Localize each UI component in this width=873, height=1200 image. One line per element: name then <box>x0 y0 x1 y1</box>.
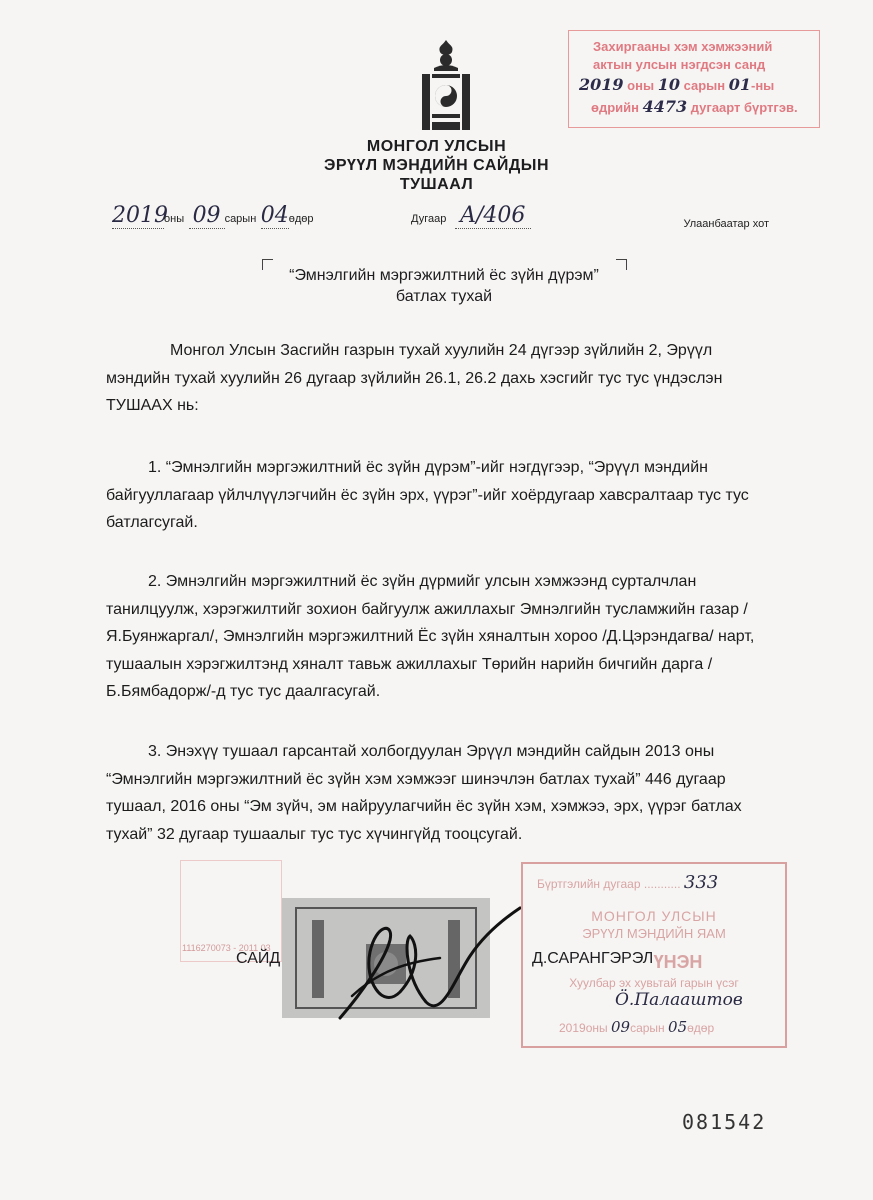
copy-number-label: Бүртгэлийн дугаар ........... <box>537 877 681 891</box>
registration-month: 10 <box>657 75 680 94</box>
date-year-label: оны <box>164 213 185 225</box>
registration-day: 01 <box>728 75 751 94</box>
copy-month-label: сарын <box>630 1021 665 1035</box>
copy-stamp-line3: ҮНЭН <box>653 952 703 972</box>
preamble-paragraph: Монгол Улсын Засгийн газрын тухай хуулийн 24 дүгээр зүйлийн 2, Эрүүл мэндийн тухай хуулийн 26 дугаар зүйлийн 26.1, 26.2 дахь хэсгийг тус тус үндэслэн ТУШААХ нь: <box>106 342 723 414</box>
registration-stamp-line2: актын улсын нэгдсэн санд <box>593 57 766 72</box>
copy-date-line <box>559 1018 714 1036</box>
copy-number-line <box>537 872 718 893</box>
header-doc-type: ТУШААЛ <box>399 176 474 193</box>
signatory-name: Д.САРАНГЭРЭЛ <box>532 950 654 967</box>
certified-copy-stamp <box>521 862 787 1048</box>
date-year: 2019 <box>112 203 168 228</box>
copy-stamp-line4: Хуулбар эх хувьтай гарын үсэг <box>569 976 739 990</box>
order-number-label: Дугаар <box>411 213 447 225</box>
faded-seal-number: 1116270073 - 2011 03 <box>182 943 271 953</box>
title-line2: батлах тухай <box>395 288 493 305</box>
copy-number: 333 <box>683 872 719 893</box>
registration-year: 2019 <box>579 75 624 94</box>
copy-day: 05 <box>668 1018 688 1036</box>
registration-prefix: өдрийн <box>591 100 639 115</box>
soyombo-emblem-icon <box>418 38 474 134</box>
header-country: МОНГОЛ УЛСЫН <box>366 138 507 155</box>
registration-stamp <box>568 30 820 128</box>
registration-suffix: дугаарт бүртгэв. <box>690 100 798 115</box>
copy-stamp-line1: МОНГОЛ УЛСЫН <box>591 908 717 924</box>
item-1-paragraph: 1. “Эмнэлгийн мэргэжилтний ёс зүйн дүрэм”-ийг нэгдүгээр, “Эрүүл мэндийн байгууллагаар үйлчлүүлэгчийн ёс зүйн эрх, үүрэг”-ийг хоёрдугаар хавсралтаар тус тус батлагсугай. <box>106 459 749 531</box>
date-month-label: сарын <box>224 213 257 225</box>
place: Улаанбаатар хот <box>683 218 769 230</box>
date-line <box>112 203 314 229</box>
copy-month: 09 <box>610 1018 631 1036</box>
item-3-paragraph: 3. Энэхүү тушаал гарсантай холбогдуулан Эрүүл мэндийн сайдын 2013 оны “Эмнэлгийн мэргэжилтний ёс зүйн хэм хэмжээг шинэчлэн батлах тухай” 446 дугаар тушаал, 2016 оны “Эм зүйч, эм найруулагчийн ёс зүйн хэм, хэмжээ, эрх, үүрэг батлах тухай” 32 дугаар тушаалыг тус тус хүчингүйд тооцсугай. <box>106 743 742 843</box>
header-ministry: ЭРҮҮЛ МЭНДИЙН САЙДЫН <box>323 157 549 174</box>
copy-day-label: өдөр <box>687 1021 715 1035</box>
copy-signer: Ӧ.Палааштов <box>615 990 743 1010</box>
copy-stamp-line2: ЭРҮҮЛ МЭНДИЙН ЯАМ <box>582 926 726 941</box>
registration-stamp-line1: Захиргааны хэм хэмжээний <box>593 39 773 54</box>
copy-year-label: оны <box>585 1021 608 1035</box>
date-day-label: өдөр <box>288 213 314 225</box>
order-number: A/406 <box>455 203 531 229</box>
registration-number: 4473 <box>642 97 688 116</box>
registration-stamp-date <box>579 75 774 94</box>
registration-stamp-number-line <box>591 97 798 116</box>
title-line1: “Эмнэлгийн мэргэжилтний ёс зүйн дүрэм” <box>289 267 599 284</box>
registration-month-suffix: сарын <box>683 78 726 93</box>
date-day: 04 <box>260 203 289 228</box>
copy-year: 2019 <box>559 1021 586 1035</box>
registration-day-suffix: -ны <box>750 78 775 93</box>
serial-number: 081542 <box>682 1110 767 1134</box>
handwritten-signature <box>330 900 530 1040</box>
signature-title: САЙД <box>236 950 281 967</box>
order-number-line <box>411 203 531 229</box>
registration-year-suffix: оны <box>627 78 655 93</box>
date-month: 09 <box>189 203 225 229</box>
item-2-paragraph: 2. Эмнэлгийн мэргэжилтний ёс зүйн дүрмийг улсын хэмжээнд сурталчлан танилцуулж, хэрэгжилтийг зохион байгуулж ажиллахыг Эмнэлгийн тусламжийн газар /Я.Буянжаргал/, Эмнэлгийн мэргэжилтний Ёс зүйн хяналтын хороо /Д.Цэрэндагва/ нарт, тушаалын хэрэгжилтэнд хяналт тавьж ажиллахыг Төрийн нарийн бичгийн дарга /Б.Бямбадорж/-д тус тус даалгасугай. <box>106 573 755 700</box>
